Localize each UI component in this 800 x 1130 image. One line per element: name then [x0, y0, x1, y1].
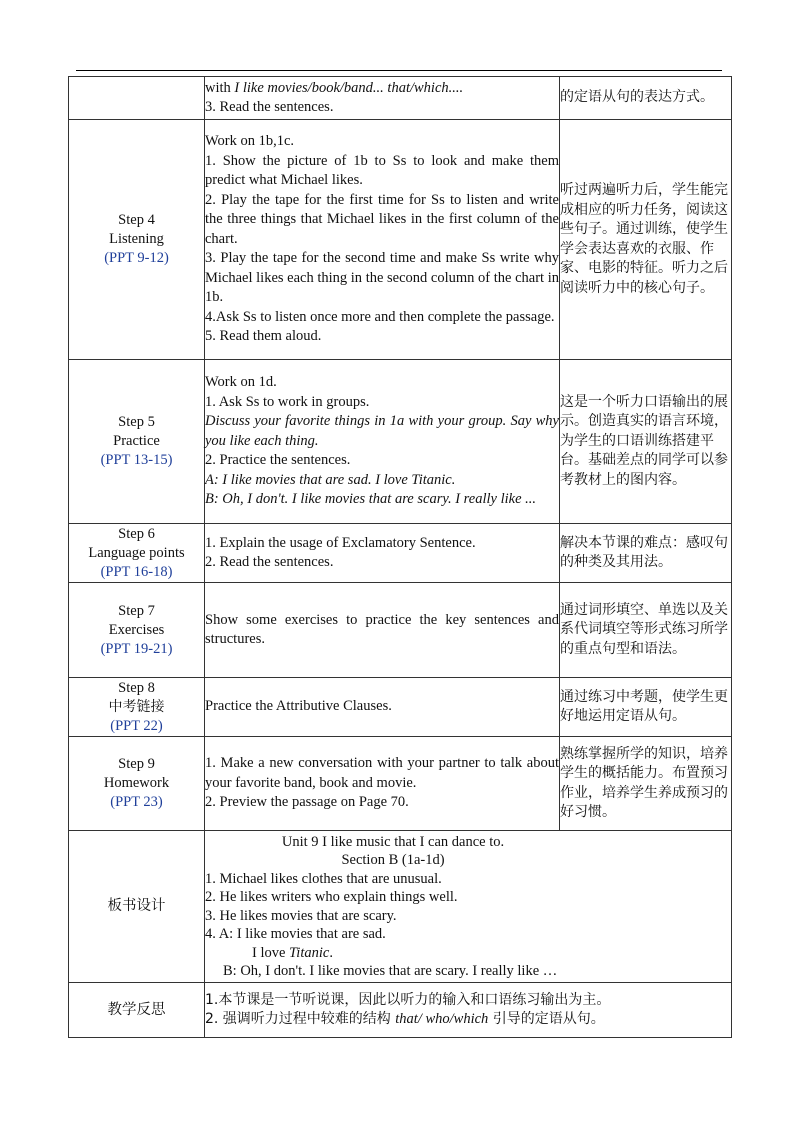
content-line: Show some exercises to practice the key sentences and structures.	[205, 611, 559, 647]
content-line: Discuss your favorite things in 1a with your group. Say why you like each thing.	[205, 413, 559, 449]
content-line: 2. Read the sentences.	[205, 554, 334, 570]
step-title: Step 7	[118, 602, 155, 619]
step-cell	[69, 583, 205, 678]
content-cell	[205, 524, 560, 583]
content-line: with I like movies/book/band... that/which....	[205, 79, 464, 96]
reflection-line: 1.本节课是一节听说课，因此以听力的输入和口语练习输出为主。	[205, 991, 611, 1008]
table-row	[69, 77, 732, 120]
step-cell	[69, 524, 205, 583]
content-cell	[205, 77, 560, 120]
step-subtitle: Listening	[109, 231, 164, 247]
table-row	[69, 678, 732, 737]
content-line: 3. Read the sentences.	[205, 99, 334, 115]
step-subtitle: Homework	[103, 775, 170, 791]
content-line: 2. Preview the passage on Page 70.	[205, 794, 409, 811]
content-line: 1. Ask Ss to work in groups.	[205, 393, 370, 410]
step-subtitle: 中考链接	[108, 698, 165, 715]
table-row	[69, 583, 732, 678]
step-title: Step 6	[118, 525, 155, 542]
step-subtitle: Language points	[88, 544, 185, 561]
ppt-range: (PPT 16-18)	[100, 563, 173, 580]
step-cell	[69, 678, 205, 737]
table-row	[69, 524, 732, 583]
content-line: 2. Practice the sentences.	[205, 452, 351, 469]
content-line: 2. Play the tape for the first time for Ss to listen and write the three things that Michael likes in the first column of the chart.	[205, 191, 559, 247]
content-line: 5. Read them aloud.	[205, 328, 322, 345]
note-cell: 听过两遍听力后，学生能完成相应的听力任务，阅读这些句子。通过训练，使学生学会表达喜欢的衣服、作家、电影的特征。听力之后阅读听力中的核心句子。	[560, 120, 732, 360]
content-line: A: I like movies that are sad. I love Titanic.	[205, 471, 456, 488]
step-cell	[69, 737, 205, 831]
content-line: B: Oh, I don't. I like movies that are scary. I really like ...	[205, 491, 537, 508]
table-row	[69, 983, 732, 1038]
board-line: 3. He likes movies that are scary.	[205, 907, 397, 924]
step-subtitle: Practice	[113, 433, 160, 449]
content-line: 1. Make a new conversation with your partner to talk about your favorite band, book and movie.	[205, 755, 559, 791]
content-line: 1. Show the picture of 1b to Ss to look and make them predict what Michael likes.	[205, 152, 559, 189]
note-cell: 通过练习中考题，使学生更好地运用定语从句。	[560, 678, 732, 737]
content-line: 4.Ask Ss to listen once more and then complete the passage.	[205, 308, 555, 325]
table-row	[69, 360, 732, 524]
step-title: Step 4	[118, 212, 155, 228]
content-line: 1. Explain the usage of Exclamatory Sentence.	[205, 534, 476, 551]
content-cell	[205, 583, 560, 678]
board-line: 4. A: I like movies that are sad.	[205, 926, 386, 942]
reflection-line: 2. 强调听力过程中较难的结构 that/ who/which 引导的定语从句。	[205, 1011, 605, 1027]
step-cell	[69, 77, 205, 120]
board-line: I love Titanic.	[252, 944, 333, 961]
content-cell	[205, 120, 560, 360]
step-cell	[69, 360, 205, 524]
ppt-range: (PPT 23)	[110, 794, 163, 810]
note-cell: 熟练掌握所学的知识，培养学生的概括能力。布置预习作业，培养学生养成预习的好习惯。	[560, 737, 732, 831]
board-content	[205, 831, 732, 983]
board-line: 2. He likes writers who explain things well.	[205, 889, 458, 905]
board-line: 1. Michael likes clothes that are unusual.	[205, 870, 442, 887]
table-row	[69, 831, 732, 983]
table-row	[69, 737, 732, 831]
content-line: Work on 1b,1c.	[205, 133, 295, 150]
ppt-range: (PPT 9-12)	[104, 250, 169, 266]
content-line: Practice the Attributive Clauses.	[205, 698, 392, 715]
step-title: Step 5	[118, 414, 155, 430]
content-line: 3. Play the tape for the second time and make Ss write why Michael likes each thing in the second column of the chart in 1b.	[205, 250, 559, 306]
header-rule	[76, 70, 722, 71]
note-cell: 的定语从句的表达方式。	[560, 77, 732, 120]
board-line: B: Oh, I don't. I like movies that are scary. I really like …	[223, 963, 558, 979]
board-label: 板书设计	[69, 831, 205, 983]
content-cell	[205, 360, 560, 524]
reflection-label: 教学反思	[69, 983, 205, 1038]
step-cell	[69, 120, 205, 360]
ppt-range: (PPT 19-21)	[100, 640, 173, 657]
note-cell: 通过词形填空、单选以及关系代词填空等形式练习所学的重点句型和语法。	[560, 583, 732, 678]
board-subtitle: Section B (1a-1d)	[341, 852, 445, 868]
ppt-range: (PPT 22)	[110, 717, 163, 734]
content-cell	[205, 737, 560, 831]
note-cell: 解决本节课的难点：感叹句的种类及其用法。	[560, 524, 732, 583]
board-title: Unit 9 I like music that I can dance to.	[281, 833, 505, 850]
lesson-plan-table	[68, 76, 732, 1038]
reflection-content	[205, 983, 732, 1038]
content-line: Work on 1d.	[205, 374, 277, 391]
content-cell	[205, 678, 560, 737]
step-title: Step 9	[118, 756, 155, 772]
step-subtitle: Exercises	[108, 621, 165, 638]
note-cell: 这是一个听力口语输出的展示。创造真实的语言环境，为学生的口语训练搭建平台。基础差点的同学可以参考教材上的图内容。	[560, 360, 732, 524]
step-title: Step 8	[118, 679, 155, 696]
table-row	[69, 120, 732, 360]
ppt-range: (PPT 13-15)	[100, 452, 173, 468]
